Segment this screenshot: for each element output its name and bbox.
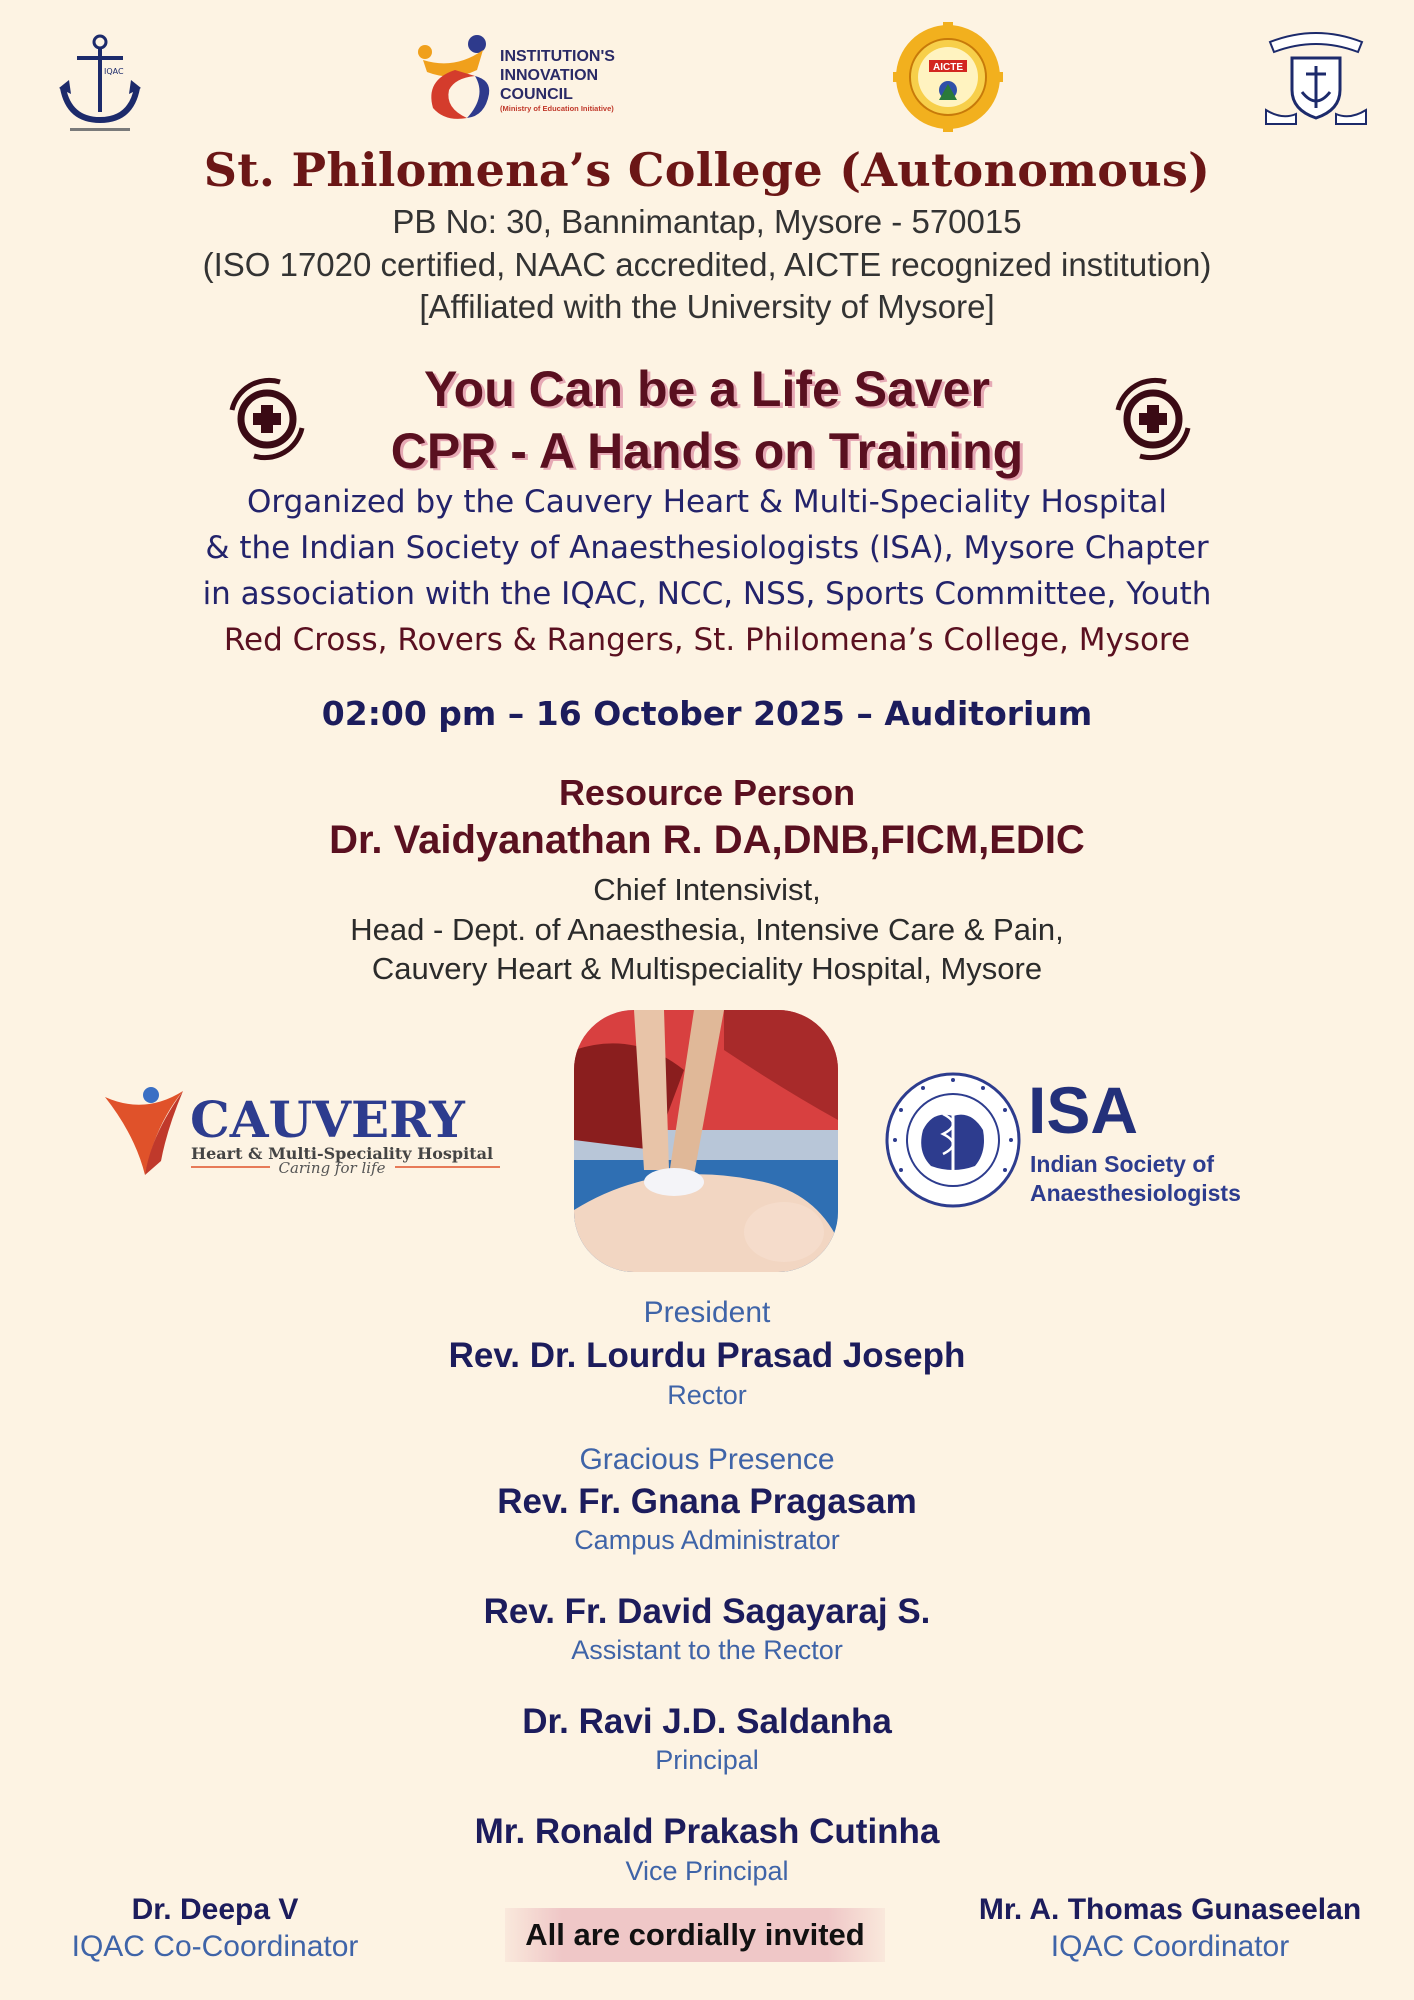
- invitation-banner: All are cordially invited: [505, 1908, 885, 1962]
- organizer-line-4: Red Cross, Rovers & Rangers, St. Philomena’s College, Mysore: [223, 622, 1191, 658]
- dignitary-title: Vice Principal: [625, 1856, 789, 1886]
- isa-abbreviation: ISA: [1028, 1073, 1139, 1147]
- resource-person-heading: Resource Person: [558, 772, 856, 813]
- isa-full-name: [1030, 1150, 1241, 1208]
- iqac-anchor-logo: [55, 28, 145, 138]
- resource-person-role-1: Chief Intensivist,: [593, 872, 821, 907]
- iic-subtitle: (Ministry of Education Initiative): [500, 104, 614, 113]
- cauvery-hospital-logo: [105, 1085, 505, 1185]
- svg-text:CAUVERY: CAUVERY: [190, 1090, 465, 1149]
- resource-person-role-3: Cauvery Heart & Multispeciality Hospital, Mysore: [371, 951, 1043, 986]
- dignitary-title: Campus Administrator: [574, 1525, 840, 1555]
- isa-seal-logo: [883, 1070, 1023, 1210]
- iic-logo-mark-icon: [415, 30, 495, 125]
- isa-name-line-1: Indian Society of: [1030, 1151, 1215, 1177]
- svg-text:Heart & Multi-Speciality Hospi: Heart & Multi-Speciality Hospital: [191, 1144, 494, 1163]
- aicte-logo: [893, 22, 1003, 132]
- organizer-line-1: Organized by the Cauvery Heart & Multi-Speciality Hospital: [247, 484, 1167, 520]
- college-affiliation: [Affiliated with the University of Mysore]: [419, 288, 995, 325]
- svg-text:Caring for life: Caring for life: [278, 1159, 386, 1177]
- college-name: St. Philomena’s College (Autonomous): [203, 143, 1211, 197]
- dignitary-title: Principal: [655, 1745, 759, 1775]
- iic-line-1: INSTITUTION'S: [500, 48, 615, 65]
- organizer-line-3: in association with the IQAC, NCC, NSS, Sports Committee, Youth: [202, 576, 1212, 612]
- president-name: Rev. Dr. Lourdu Prasad Joseph: [448, 1336, 966, 1375]
- dignitary-name: Dr. Ravi J.D. Saldanha: [522, 1702, 892, 1741]
- dignitary-name: Rev. Fr. Gnana Pragasam: [497, 1482, 917, 1521]
- event-title-line-1: You Can be a Life Saver: [424, 361, 990, 417]
- cpr-training-photo: [574, 1010, 838, 1272]
- resource-person-role-2: Head - Dept. of Anaesthesia, Intensive Care & Pain,: [350, 912, 1064, 947]
- dignitary-title: Assistant to the Rector: [571, 1635, 843, 1665]
- dignitary-name: Mr. Ronald Prakash Cutinha: [474, 1812, 940, 1851]
- iic-line-3: COUNCIL: [500, 86, 573, 103]
- college-crest-logo: [1262, 28, 1370, 128]
- event-schedule: 02:00 pm – 16 October 2025 – Auditorium: [321, 694, 1093, 733]
- co-coordinator-title: IQAC Co-Coordinator: [71, 1930, 359, 1963]
- college-certifications: (ISO 17020 certified, NAAC accredited, AICTE recognized institution): [202, 246, 1212, 283]
- resource-person-name: Dr. Vaidyanathan R. DA,DNB,FICM,EDIC: [329, 818, 1085, 862]
- isa-name-line-2: Anaesthesiologists: [1030, 1180, 1241, 1206]
- organizer-line-2: & the Indian Society of Anaesthesiologists (ISA), Mysore Chapter: [205, 530, 1209, 566]
- co-coordinator-name: Dr. Deepa V: [131, 1893, 299, 1926]
- iic-line-2: INNOVATION: [500, 67, 599, 84]
- dignitary-name: Rev. Fr. David Sagayaraj S.: [483, 1592, 931, 1631]
- coordinator-title: IQAC Coordinator: [1050, 1930, 1290, 1963]
- iic-logo-text: [500, 47, 615, 114]
- svg-text:AICTE: AICTE: [933, 62, 963, 73]
- svg-text:IQAC: IQAC: [104, 67, 124, 76]
- coordinator-name: Mr. A. Thomas Gunaseelan: [978, 1893, 1362, 1926]
- president-title: Rector: [667, 1380, 747, 1410]
- gracious-presence-label: Gracious Presence: [579, 1443, 835, 1476]
- president-label: President: [643, 1296, 771, 1329]
- event-title-line-2: CPR - A Hands on Training: [390, 423, 1024, 479]
- college-address: PB No: 30, Bannimantap, Mysore - 570015: [392, 203, 1022, 240]
